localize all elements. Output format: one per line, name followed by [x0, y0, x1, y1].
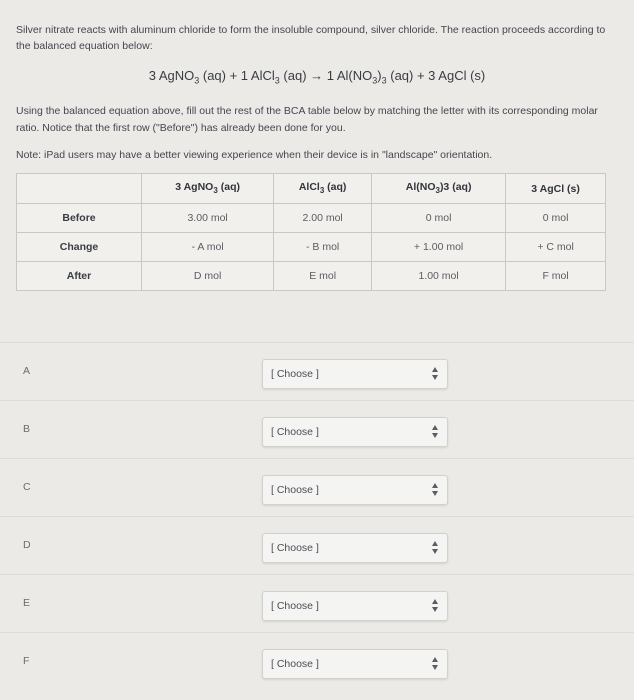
select-value: [ Choose ]	[271, 426, 319, 438]
match-letter: A	[23, 365, 31, 377]
table-cell: D mol	[142, 262, 274, 291]
bca-header-agcl: 3 AgCl (s)	[506, 174, 606, 204]
match-letter: B	[23, 423, 31, 435]
row-label: After	[17, 262, 142, 291]
select-value: [ Choose ]	[271, 542, 319, 554]
choose-select-c[interactable]	[262, 475, 448, 505]
equation-text: (aq) + 1 AlCl	[199, 68, 275, 83]
equation-text: )	[377, 68, 382, 83]
match-row-b	[0, 400, 634, 459]
table-cell: E mol	[274, 262, 372, 291]
up-down-arrows-icon	[431, 482, 439, 497]
bca-header-alno33: $Al(NO_3)3$ (aq)	[372, 174, 506, 204]
choose-select-d[interactable]	[262, 533, 448, 563]
table-cell: + 1.00 mol	[372, 233, 506, 262]
bca-header-alcl3: AlCl$_3$ (aq)	[274, 174, 372, 204]
table-cell: 1.00 mol	[372, 262, 506, 291]
equation-text: (aq) + 3 AgCl (s)	[386, 68, 486, 83]
question-intro: Silver nitrate reacts with aluminum chloride to form the insoluble compound, silver chloride. The reaction proceeds according to the balanced equation below:	[16, 24, 606, 52]
choose-select-b[interactable]	[262, 417, 448, 447]
select-value: [ Choose ]	[271, 600, 319, 612]
table-cell: 0 mol	[506, 204, 606, 233]
match-row-f	[0, 632, 634, 691]
bca-row-change	[17, 233, 606, 262]
balanced-equation	[0, 68, 634, 86]
choose-select-e[interactable]	[262, 591, 448, 621]
table-cell: - A mol	[142, 233, 274, 262]
up-down-arrows-icon	[431, 598, 439, 613]
match-letter: E	[23, 597, 31, 609]
match-row-e	[0, 574, 634, 633]
match-row-c	[0, 458, 634, 517]
choose-select-f[interactable]	[262, 649, 448, 679]
bca-header-blank	[17, 174, 142, 204]
match-letter: C	[23, 481, 31, 493]
equation-text: 3 AgNO	[148, 68, 195, 83]
bca-header-agno3: 3 AgNO$_3$ (aq)	[142, 174, 274, 204]
match-row-a	[0, 342, 634, 401]
select-value: [ Choose ]	[271, 368, 319, 380]
bca-table	[16, 173, 606, 291]
bca-header-row	[17, 174, 606, 204]
bca-row-before	[17, 204, 606, 233]
up-down-arrows-icon	[431, 366, 439, 381]
equation-subscript: 3	[372, 75, 378, 86]
table-cell: 3.00 mol	[142, 204, 274, 233]
ipad-note: Note: iPad users may have a better viewing experience when their device is in "landscape" orientation.	[16, 149, 493, 161]
equation-subscript: 3	[194, 75, 200, 86]
equation-text: (aq) → 1 Al(NO	[279, 68, 373, 83]
select-value: [ Choose ]	[271, 658, 319, 670]
table-cell: - B mol	[274, 233, 372, 262]
question-instructions: Using the balanced equation above, fill out the rest of the BCA table below by matching the letter with its corresponding molar ratio. Notice that the first row ("Before") has already been done for you.	[16, 105, 598, 134]
row-label: Before	[17, 204, 142, 233]
up-down-arrows-icon	[431, 540, 439, 555]
match-letter: F	[23, 655, 30, 667]
up-down-arrows-icon	[431, 424, 439, 439]
row-label: Change	[17, 233, 142, 262]
up-down-arrows-icon	[431, 656, 439, 671]
match-letter: D	[23, 539, 31, 551]
table-cell: 2.00 mol	[274, 204, 372, 233]
table-cell: 0 mol	[372, 204, 506, 233]
table-cell: F mol	[506, 262, 606, 291]
bca-row-after	[17, 262, 606, 291]
match-row-d	[0, 516, 634, 575]
table-cell: + C mol	[506, 233, 606, 262]
choose-select-a[interactable]	[262, 359, 448, 389]
equation-subscript: 3	[381, 75, 387, 86]
equation-subscript: 3	[274, 75, 280, 86]
select-value: [ Choose ]	[271, 484, 319, 496]
matching-area	[0, 342, 634, 700]
